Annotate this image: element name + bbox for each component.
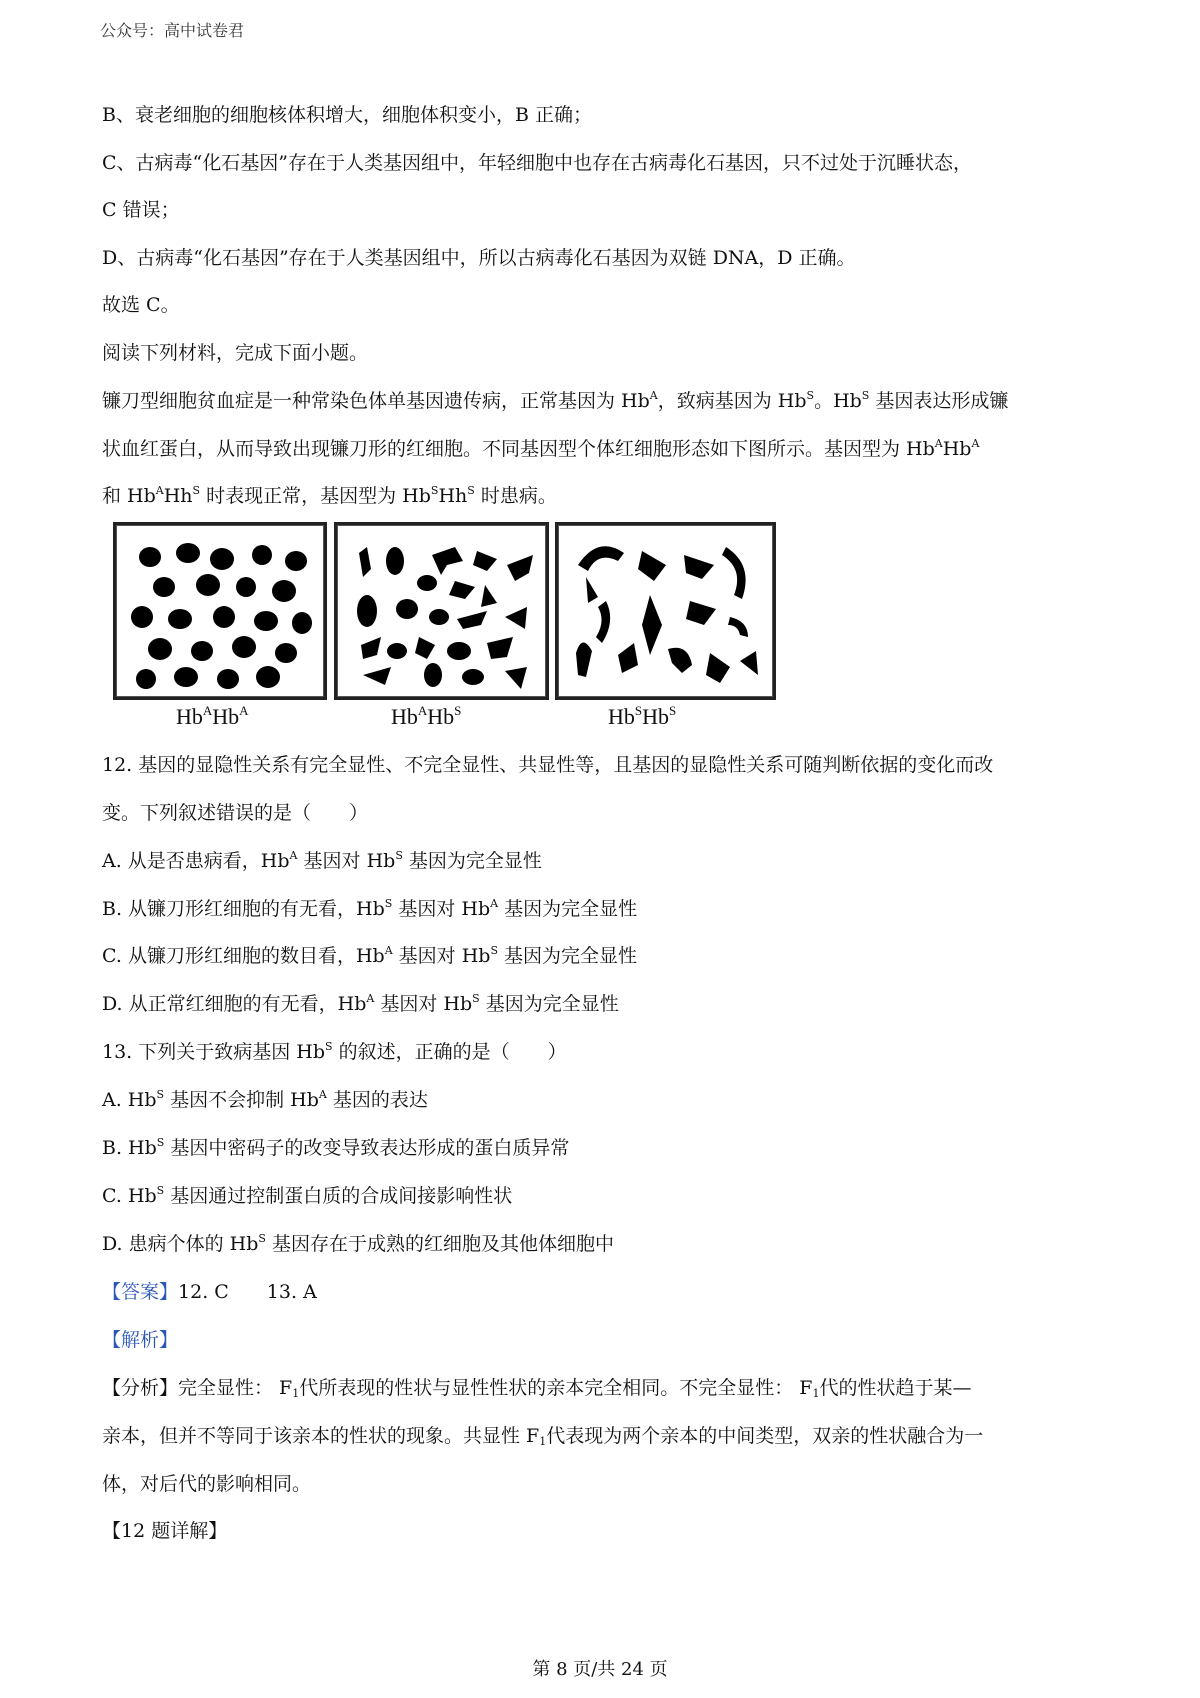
q12-option-c: C. 从镰刀形红细胞的数目看，$Hb^A$ 基因对 $Hb^S$ 基因为完全显性 xyxy=(102,944,638,967)
q12-stem-line1: 12. 基因的显隐性关系有完全显性、不完全显性、共显性等，且基因的显隐性关系可随判断依据的变化而改 xyxy=(102,754,994,776)
explanation-d: D、古病毒“化石基因”存在于人类基因组中，所以古病毒化石基因为双链 DNA，D 正确。 xyxy=(102,247,856,269)
round-red-cells-image xyxy=(116,525,324,697)
q12-option-a: A. 从是否患病看，$Hb^A$ 基因对 $Hb^S$ 基因为完全显性 xyxy=(102,849,542,872)
material-intro: 阅读下列材料，完成下面小题。 xyxy=(102,342,369,364)
explanation-c-line2: C 错误； xyxy=(102,199,180,221)
cell-panel-normal xyxy=(113,522,327,700)
q13-stem: 13. 下列关于致病基因 $Hb^S$ 的叙述，正确的是（ ） xyxy=(102,1040,567,1063)
answer-line: 【答案】12. C 13. A xyxy=(102,1281,317,1303)
q13-option-a: A. $Hb^S$ 基因不会抑制 $Hb^A$ 基因的表达 xyxy=(102,1088,428,1111)
mixed-red-cells-image xyxy=(337,525,546,697)
cell-panel-patient xyxy=(555,522,776,700)
q13-option-d: D. 患病个体的 $Hb^S$ 基因存在于成熟的红细胞及其他体细胞中 xyxy=(102,1232,615,1255)
account-header: 公众号：高中试卷君 xyxy=(100,21,245,40)
material-paragraph-line1: 镰刀型细胞贫血症是一种常染色体单基因遗传病，正常基因为 $Hb^A$，致病基因为 $Hb^S$。$Hb^S$ 基因表达形成镰 xyxy=(102,389,1009,412)
q13-option-c: C. $Hb^S$ 基因通过控制蛋白质的合成间接影响性状 xyxy=(102,1184,513,1207)
q12-option-b: B. 从镰刀形红细胞的有无看，$Hb^S$ 基因对 $Hb^A$ 基因为完全显性 xyxy=(102,897,638,920)
analysis-line2: 亲本，但并不等同于该亲本的性状的现象。共显性 $F_1$代表现为两个亲本的中间类型，双亲的性状融合为一 xyxy=(102,1425,984,1448)
q13-option-b: B. $Hb^S$ 基因中密码子的改变导致表达形成的蛋白质异常 xyxy=(102,1136,570,1159)
analysis-tag: 【解析】 xyxy=(102,1329,179,1351)
analysis-line3: 体，对后代的影响相同。 xyxy=(102,1473,312,1495)
q12-stem-line2: 变。下列叙述错误的是（ ） xyxy=(102,802,369,824)
explanation-b: B、衰老细胞的细胞核体积增大，细胞体积变小，B 正确； xyxy=(102,104,592,126)
q12-option-d: D. 从正常红细胞的有无看，$Hb^A$ 基因对 $Hb^S$ 基因为完全显性 xyxy=(102,992,619,1015)
explanation-choice: 故选 C。 xyxy=(102,294,180,316)
genotype-label-3: $Hb^SHb^S$ xyxy=(608,703,677,729)
cell-panel-carrier xyxy=(334,522,549,700)
explanation-c-line1: C、古病毒“化石基因”存在于人类基因组中，年轻细胞中也存在古病毒化石基因，只不过处于沉睡状态， xyxy=(102,152,972,174)
sickle-red-cells-image xyxy=(558,525,773,697)
genotype-label-1: $Hb^AHb^A$ xyxy=(176,703,249,729)
q12-detail-heading: 【12 题详解】 xyxy=(102,1520,228,1542)
genotype-label-2: $Hb^AHb^S$ xyxy=(391,703,462,729)
page-number: 第 8 页/共 24 页 xyxy=(532,1659,668,1680)
analysis-line1: 【分析】完全显性： $F_1$代所表现的性状与显性性状的亲本完全相同。不完全显性： $F_1$代的性状趋于某— xyxy=(102,1377,972,1400)
material-paragraph-line2: 状血红蛋白，从而导致出现镰刀形的红细胞。不同基因型个体红细胞形态如下图所示。基因型为 $Hb^AHb^A$ xyxy=(102,437,980,460)
material-paragraph-line3: 和 $Hb^AHh^S$ 时表现正常，基因型为 $Hb^SHh^S$ 时患病。 xyxy=(102,484,557,507)
